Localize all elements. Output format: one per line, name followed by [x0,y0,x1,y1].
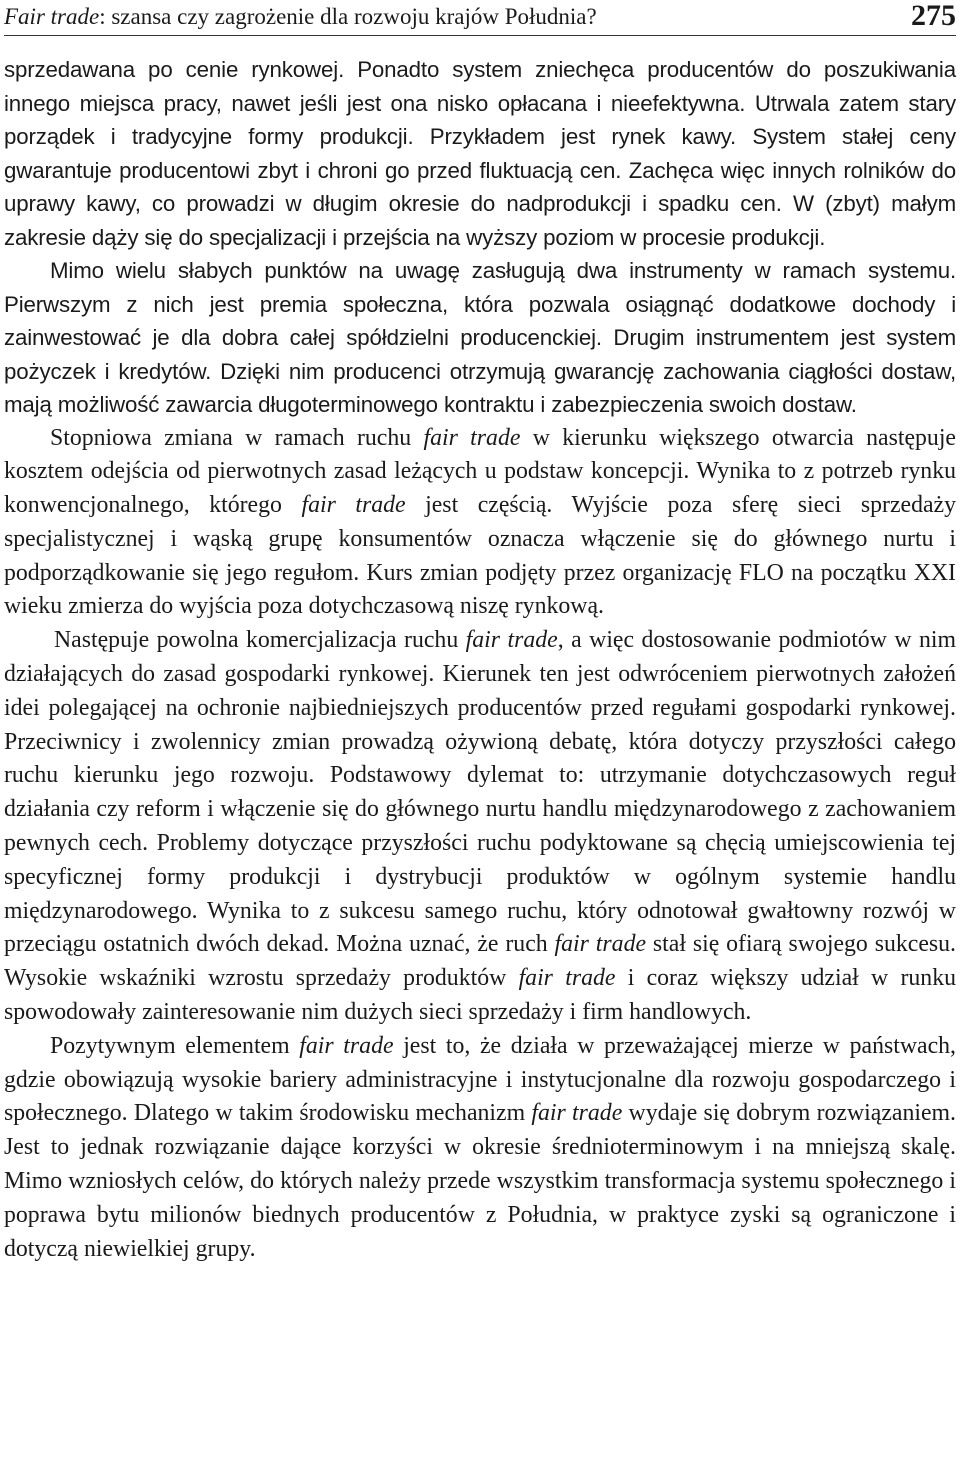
running-title-italic: Fair trade [4,4,100,29]
paragraph-4-italic-c: fair trade [518,965,616,992]
paragraph-3-text-a: Stopniowa zmiana w ramach ruchu [50,424,424,451]
paragraph-4-text-a: Następuje powolna komercjalizacja ruchu [54,627,466,654]
header-rule [4,35,956,36]
paragraph-2 [4,254,956,422]
paragraph-4-text-d: i coraz większy udział w runku spowodowały zainteresowanie nim dużych sieci sprzedaży i firm handlowych. [4,965,956,1026]
paragraph-4-text-c: stał się ofiarą swojego sukcesu. Wysokie wskaźniki wzrostu sprzedaży produktów [4,931,956,992]
paragraph-4 [4,624,956,1030]
paragraph-5-text-c: wydaje się dobrym rozwiązaniem. Jest to jednak rozwiązanie dające korzyści w okresie średnioterminowym i na mniejszą skalę. Mimo wzniosłych celów, do których należy przede wszystkim transformacja systemu społecznego i poprawa bytu milionów biednych producentów z Południa, w praktyce zyski są ograniczone i dotyczą niewielkiej grupy. [4,1100,956,1262]
paragraph-4-italic-b: fair trade [554,931,647,958]
paragraph-3-text-c: jest częścią. Wyjście poza sferę sieci sprzedaży specjalistycznej i wąską grupę konsumentów oznacza włączenie się do głównego nurtu i podporządkowanie się jego regułom. Kurs zmian podjęty przez organizację FLO na początku XXI wieku zmierza do wyjścia poza dotychczasową niszę rynkową. [4,492,956,620]
running-title-rest: : szansa czy zagrożenie dla rozwoju krajów Południa? [99,4,597,29]
paragraph-5-text-b: jest to, że działa w przeważającej mierze w państwach, gdzie obowiązują wysokie bariery administracyjne i instytucjonalne dla rozwoju gospodarczego i społecznego. Dlatego w takim środowisku mechanizm [4,1032,956,1127]
body-text [4,53,956,1266]
paragraph-5-text-a: Pozytywnym elementem [50,1032,300,1059]
paragraph-2-text: Mimo wielu słabych punktów na uwagę zasługują dwa instrumenty w ramach systemu. Pierwszym z nich jest premia społeczna, która pozwala osiągnąć dodatkowe dochody i zainwestować je dla dobra całej spółdzielni producenckiej. Drugim instrumentem jest system pożyczek i kredytów. Dzięki nim producenci otrzymują gwarancję zachowania ciągłości dostaw, mają możliwość zawarcia długoterminowego kontraktu i zabezpieczenia swoich dostaw. [4,258,956,417]
paragraph-1-text: sprzedawana po cenie rynkowej. Ponadto system zniechęca producentów do poszukiwania innego miejsca pracy, nawet jeśli jest ona nisko opłacana i nieefektywna. Utrwala zatem stary porządek i tradycyjne formy produkcji. Przykładem jest rynek kawy. System stałej ceny gwarantuje producentowi zbyt i chroni go przed fluktuacją cen. Zachęca więc innych rolników do uprawy kawy, co prowadzi w długim okresie do nadprodukcji i spadku cen. W (zbyt) małym zakresie dąży się do specjalizacji i przejścia na wyższy poziom w procesie produkcji. [4,57,956,250]
document-page [4,0,956,1482]
paragraph-1 [4,53,956,254]
paragraph-3 [4,422,956,625]
paragraph-4-italic-a: fair trade [465,627,558,654]
page-number: 275 [911,0,956,32]
running-header [4,2,956,32]
paragraph-3-text-b: w kierunku większego otwarcia następuje kosztem odejścia od pierwotnych zasad leżących u podstaw koncepcji. Wynika to z potrzeb rynku konwencjonalnego, którego [4,424,956,519]
paragraph-5-italic-a: fair trade [299,1032,394,1059]
running-title [4,4,597,30]
paragraph-5-italic-b: fair trade [531,1100,623,1127]
paragraph-3-italic-b: fair trade [301,492,406,519]
paragraph-5 [4,1030,956,1267]
paragraph-3-italic-a: fair trade [423,424,521,451]
paragraph-4-text-b: , a więc dostosowanie podmiotów w nim działających do zasad gospodarki rynkowej. Kierunek ten jest odwróceniem pierwotnych założeń idei polegającej na ochronie najbiedniejszych producentów przed regułami gospodarki rynkowej. Przeciwnicy i zwolennicy zmian prowadzą ożywioną debatę, która dotyczy przyszłości całego ruchu kierunku jego rozwoju. Podstawowy dylemat to: utrzymanie dotychczasowych reguł działania czy reform i włączenie się do głównego nurtu handlu międzynarodowego z zachowaniem pewnych cech. Problemy dotyczące przyszłości ruchu podyktowane są chęcią umiejscowienia tej specyficznej formy produkcji i dystrybucji produktów w ogólnym systemie handlu międzynarodowego. Wynika to z sukcesu samego ruchu, który odnotował gwałtowny rozwój w przeciągu ostatnich dwóch dekad. Można uznać, że ruch [4,627,956,958]
